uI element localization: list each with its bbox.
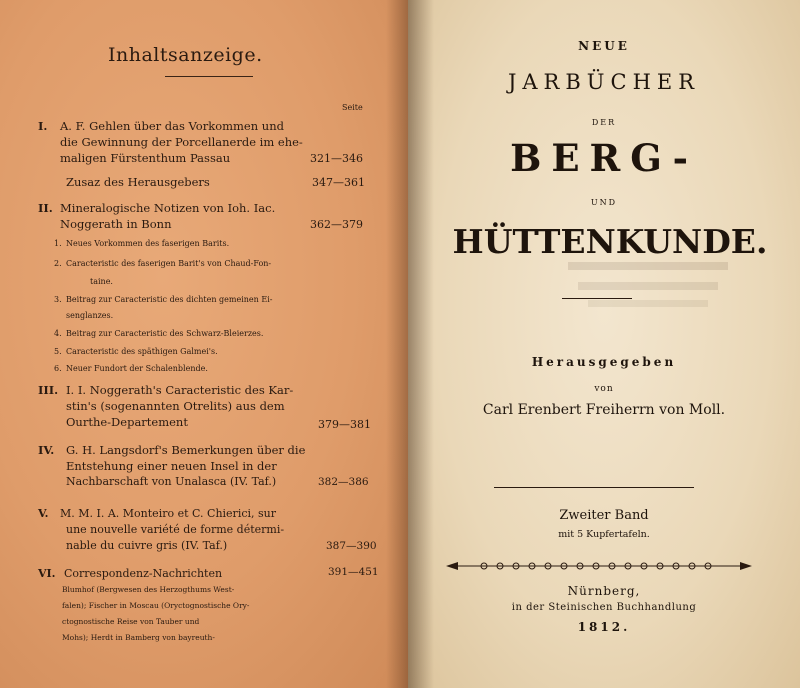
toc-entry-6: [38, 566, 222, 582]
toc-entry-3: [38, 382, 293, 398]
page-column-heading: Seite: [342, 103, 363, 112]
volume-label: Zweiter Band: [559, 508, 649, 523]
ornamental-rule: [444, 556, 754, 576]
editor-name: Carl Erenbert Freiherrn von Moll.: [482, 402, 726, 418]
title-neue: NEUE: [578, 39, 630, 53]
toc-entry-4: [38, 442, 305, 458]
title-und: UND: [590, 198, 618, 207]
entry-pages: 321—346: [310, 152, 363, 165]
herausgegeben-label: Herausgegeben: [531, 355, 677, 369]
entry-line: une nouvelle variété de forme détermi-: [66, 523, 285, 536]
toc-entry-2: [38, 200, 275, 216]
sub-item: senglanzes.: [66, 311, 114, 320]
entry-line: G. H. Langsdorf's Bemerkungen über die: [66, 443, 306, 457]
sub-item: 5. Caracteristic des späthigen Galmei's.: [54, 347, 218, 356]
year-label: 1812.: [577, 620, 631, 634]
toc-entry-5: [38, 506, 276, 522]
entry-line: die Gewinnung der Porcellanerde im ehe-: [60, 135, 303, 149]
entry-number: IV.: [38, 443, 55, 457]
entry-pages: 382—386: [318, 476, 369, 488]
sub-item: taine.: [90, 277, 113, 286]
sub-item: 6. Neuer Fundort der Schalenblende.: [54, 364, 208, 373]
entry-line: Mineralogische Notizen von Ioh. Iac.: [60, 201, 276, 215]
toc-entry-addendum: Zusaz des Herausgebers: [66, 175, 210, 189]
divider-rule: [494, 487, 694, 488]
toc-entry-1: [38, 118, 284, 134]
title-berg: BERG-: [510, 136, 698, 180]
title-page: [408, 0, 800, 688]
detail-line: ctognostische Reise von Tauber und: [62, 617, 200, 626]
detail-line: falen); Fischer in Moscau (Oryctognostische Ory-: [62, 601, 250, 610]
entry-line: Correspondenz-Nachrichten: [64, 567, 223, 580]
sub-item: 1. Neues Vorkommen des faserigen Barits.: [54, 239, 230, 248]
publisher-label: in der Steinischen Buchhandlung: [511, 602, 697, 613]
entry-line: Entstehung einer neuen Insel in der: [66, 459, 277, 473]
entry-number: I.: [38, 119, 48, 133]
title-rule: [562, 298, 632, 299]
entry-pages: 391—451: [328, 566, 379, 578]
sub-item: 4. Beitrag zur Caracteristic des Schwarz-Bleierzes.: [54, 329, 264, 338]
title-jarbucher: JARBÜCHER: [507, 70, 701, 94]
title-rule: [165, 76, 253, 77]
entry-pages: 362—379: [310, 218, 363, 231]
show-through-stain: [588, 300, 708, 307]
title-der: DER: [591, 118, 617, 127]
entry-line: M. M. I. A. Monteiro et C. Chierici, sur: [60, 507, 276, 520]
entry-number: II.: [38, 201, 53, 215]
entry-line: Nachbarschaft von Unalasca (IV. Taf.): [66, 475, 277, 488]
entry-line: A. F. Gehlen über das Vorkommen und: [60, 119, 284, 133]
entry-pages: 387—390: [326, 540, 377, 552]
entry-line: maligen Fürstenthum Passau: [60, 151, 231, 165]
entry-number: III.: [38, 383, 59, 397]
sub-item: 3. Beitrag zur Caracteristic des dichten gemeinen Ei-: [54, 295, 273, 304]
place-label: Nürnberg,: [567, 584, 641, 598]
entry-line: Noggerath in Bonn: [60, 217, 172, 231]
detail-line: Blumhof (Bergwesen des Herzogthums West-: [62, 585, 235, 594]
entry-pages: 379—381: [318, 418, 371, 431]
sub-item: 2. Caracteristic des faserigen Barit's von Chaud-Fon-: [54, 259, 272, 268]
title-huttenkunde: HÜTTENKUNDE.: [452, 222, 768, 261]
entry-number: VI.: [38, 567, 56, 580]
plates-label: mit 5 Kupfertafeln.: [558, 529, 650, 540]
entry-line: stin's (sogenannten Otrelits) aus dem: [66, 399, 285, 413]
show-through-stain: [578, 282, 718, 290]
von-label: von: [594, 384, 614, 394]
entry-line: Ourthe-Departement: [66, 415, 188, 429]
show-through-stain: [568, 262, 728, 270]
entry-line: I. I. Noggerath's Caracteristic des Kar-: [66, 383, 294, 397]
entry-line: nable du cuivre gris (IV. Taf.): [66, 539, 228, 552]
entry-number: V.: [38, 507, 49, 520]
entry-pages: 347—361: [312, 176, 365, 189]
contents-title: Inhaltsanzeige.: [108, 44, 263, 66]
detail-line: Mohs); Herdt in Bamberg von bayreuth-: [62, 633, 215, 642]
